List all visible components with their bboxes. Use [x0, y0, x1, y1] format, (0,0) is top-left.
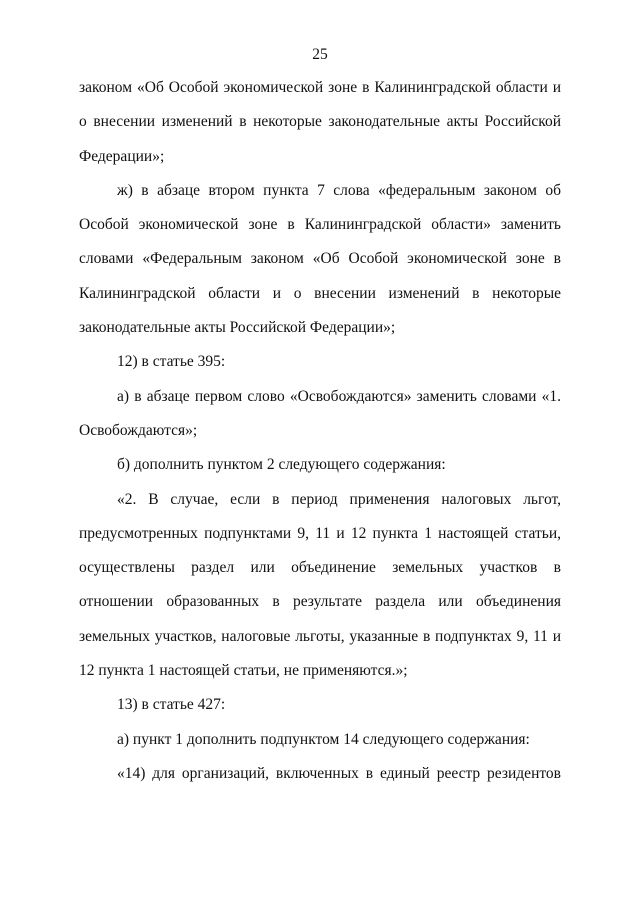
paragraph: ж) в абзаце втором пункта 7 слова «федеральным законом об Особой экономической зоне в Калининградской области» заменить словами «Федеральным законом «Об Особой экономической зоне в Калининградской области и о внесении изменений в некоторые законодательные акты Российской Федерации»;: [79, 181, 561, 337]
paragraph: 13) в статье 427:: [117, 696, 226, 714]
paragraph: а) пункт 1 дополнить подпунктом 14 следующего содержания:: [117, 730, 530, 748]
paragraph: «14) для организаций, включенных в единый реестр резидентов: [117, 764, 561, 782]
paragraph: «2. В случае, если в период применения налоговых льгот, предусмотренных подпунктами 9, 11 и 12 пункта 1 настоящей статьи, осуществлены раздел или объединение земельных участков в отношении образованных в результате раздела или объединения земельных участков, налоговые льготы, указанные в подпунктах 9, 11 и 12 пункта 1 настоящей статьи, не применяются.»;: [79, 490, 561, 680]
page-number: 25: [312, 46, 328, 63]
paragraph: а) в абзаце первом слово «Освобождаются» заменить словами «1. Освобождаются»;: [79, 387, 561, 439]
paragraph: 12) в статье 395:: [117, 353, 226, 371]
paragraph: законом «Об Особой экономической зоне в Калининградской области и о внесении изменений в некоторые законодательные акты Российской Федерации»;: [79, 79, 561, 165]
paragraph: б) дополнить пунктом 2 следующего содержания:: [117, 456, 446, 474]
document-body: [79, 71, 561, 791]
